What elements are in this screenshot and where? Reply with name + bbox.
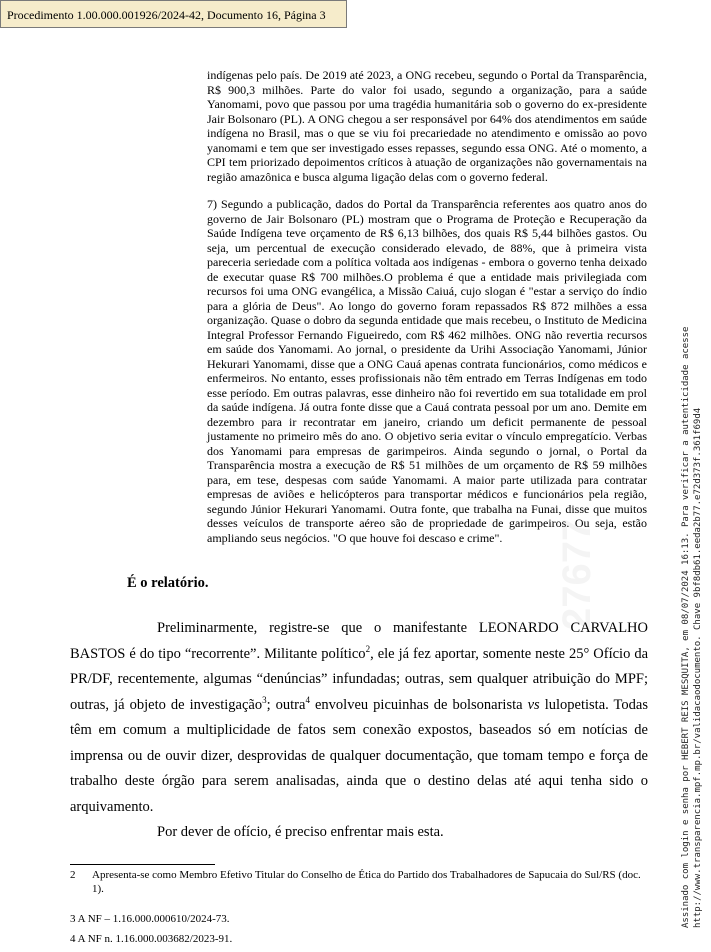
footnote-ref-3[interactable]: 3 <box>262 694 267 705</box>
main-body <box>70 616 648 846</box>
footnote-number: 2 <box>70 869 76 881</box>
body-text-segment: lulopetista. Todas têm em comum a multiplicidade de fatos sem conexão expostos, baseados só em notícias de imprensa ou de ouvir dizer, desprovidas de qualquer documentação, que tomam tempo e força de trabalho deste órgão para serem analisadas, ainda que o destino delas até aqui tenha sido o arquivamento. <box>70 696 648 815</box>
footnote-2 <box>70 868 648 896</box>
footnotes-section <box>70 868 648 952</box>
footnote-4: 4 A NF n. 1.16.000.003682/2023-91. <box>70 933 233 945</box>
footnote-3: 3 A NF – 1.16.000.000610/2024-73. <box>70 913 230 925</box>
document-reference-header: Procedimento 1.00.000.001926/2024-42, Documento 16, Página 3 <box>0 0 347 28</box>
quote-text-2: 7) Segundo a publicação, dados do Portal da Transparência referentes aos quatro anos do governo de Jair Bolsonaro (PL) mostram que o Programa de Proteção e Recuperação da Saúde Indígena teve orçamento de R$ 6,13 bilhões, dos quais R$ 5,44 bilhões gastos. Ou seja, um percentual de execução considerado elevado, de 88%, que à primeira vista pareceria seriedade com a política voltada aos indígenas - embora o governo tenha deixado de executar quase R$ 700 milhões.O problema é que a entidade mais privilegiada com recursos foi uma ONG evangélica, a Missão Caiuá, cujo slogan é "estar a serviço do índio para a glória de Deus". Ao longo do governo foram repassados R$ 872 milhões a essa organização. Quase o dobro da segunda entidade que mais recebeu, o Instituto de Medicina Integral Professor Fernando Figueiredo, com R$ 462 milhões. ONG não revertia recursos em saúde dos Yanomami. Ao jornal, o presidente da Urihi Associação Yanomami, Júnior Hekurari Yanomami, disse que a ONG Cauá apenas contrata funcionários, como médicos e enfermeiros. No entanto, esses profissionais não têm entrado em Terras Indígenas em todo esse período. Em outras palavras, esse dinheiro não foi revertido em sua totalidade em prol da saúde indígena. Já outra fonte disse que a Cauá contrata pessoal por um ano. Demite em dezembro para ir recontratar em janeiro, criando um deficit permanente de pessoal justamente no primeiro mês do ano. O objetivo seria evitar o vínculo empregatício. Verbas dos Yanomami para empresas de garimpeiros. Ainda segundo o jornal, o Portal da Transparência mostra a execução de R$ 51 milhões de um orçamento de R$ 59 milhões para, em tese, despesas com saúde Yanomami. A maior parte utilizada para contratar empresas de aviões e helicópteros para transportar médicos e funcionários pela região, segundo Júnior Hekurari Yanomami. Outra fonte, que trabalha na Funai, disse que muitos desses veículos de transporte aéreo são de propriedade de garimpeiros. Ou seja, estão ampliando seus negócios. "O que houve foi descaso e crime". <box>207 197 647 545</box>
signature-verification-sidebar <box>680 268 704 928</box>
footnote-ref-4[interactable]: 4 <box>305 694 310 705</box>
body-text-segment: Preliminarmente, registre-se que o manifestante LEONARDO CARVALHO BASTOS é do tipo “recorrente”. Militante político <box>70 620 648 662</box>
signature-line-1: Assinado com login e senha por HEBERT REIS MESQUITA, em 08/07/2024 16:13. Para verificar a autenticidade acesse <box>681 326 691 928</box>
quoted-paragraph-1 <box>207 68 647 184</box>
body-paragraph-1 <box>70 616 648 820</box>
footnote-separator <box>70 864 215 865</box>
footnote-text: Apresenta-se como Membro Efetivo Titular do Conselho de Ética do Partido dos Trabalhadores de Sapucaia do Sul/RS (doc. 1). <box>92 869 641 895</box>
quoted-paragraph-2 <box>207 197 647 545</box>
quote-text-1: indígenas pelo país. De 2019 até 2023, a ONG recebeu, segundo o Portal da Transparência, R$ 900,3 milhões. Parte do valor foi usado, segundo a organização, para a saúde Yanomami, povo que passou por uma tragédia humanitária sob o governo do ex-presidente Jair Bolsonaro (PL). A ONG chegou a ser responsável por 64% dos atendimentos em saúde indígena no Brasil, mas o que se viu foi precariedade no atendimento e omissão ao povo yanomami e tem que ser investigado esses repasses, segundo essa ONG. Até o momento, a CPI tem priorizado depoimentos críticos à atuação de organizações não governamentais na região amazônica e busca alguma ligação delas com o governo federal. <box>207 68 647 184</box>
footnote-ref-2[interactable]: 2 <box>365 643 371 654</box>
body-text-segment: ; outra <box>266 696 306 713</box>
body-paragraph-2: Por dever de ofício, é preciso enfrentar mais esta. <box>157 824 444 840</box>
body-text-segment: envolveu picuinhas de bolsonarista <box>309 696 528 713</box>
body-text-segment: , ele já fez aportar, somente neste 25° Ofício da PR/DF, recentemente, algumas “denúncias” infundadas; outras, sem qualquer atribuição do MPF; outras, já objeto de investigação <box>70 645 649 713</box>
signature-line-2: http://www.transparencia.mpf.mp.br/validacaodocumento. Chave 9bf8db61.eeda2b77.e72d373f.361f69d4 <box>693 407 703 928</box>
section-title: É o relatório. <box>127 575 209 591</box>
body-italic-text: vs <box>527 696 540 713</box>
background-watermark: 27677 <box>555 518 599 630</box>
